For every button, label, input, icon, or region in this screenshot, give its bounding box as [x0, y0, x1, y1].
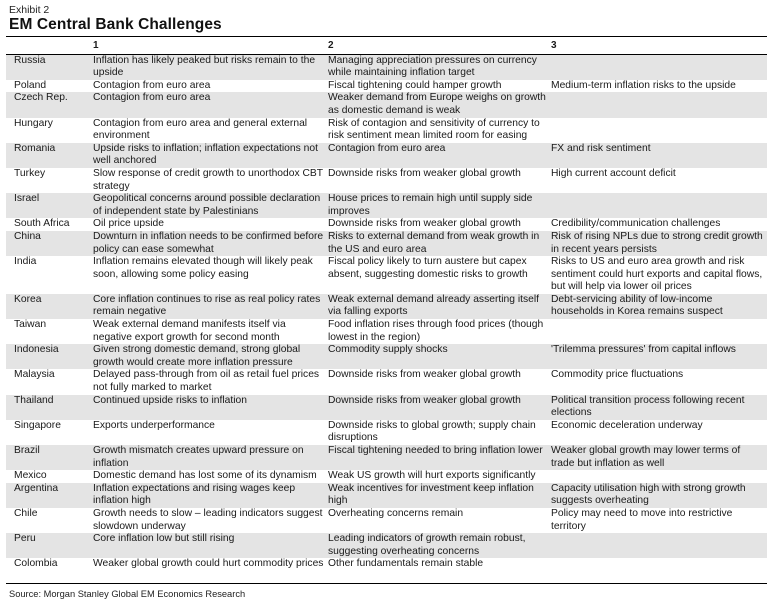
challenge-1-cell: Core inflation continues to rise as real policy rates remain negative [93, 294, 328, 319]
challenge-1-cell: Geopolitical concerns around possible declaration of independent state by Palestinians [93, 193, 328, 218]
country-cell: Romania [6, 143, 93, 168]
challenge-3-cell: Credibility/communication challenges [551, 218, 767, 231]
table-row [6, 445, 767, 470]
country-cell: Turkey [6, 168, 93, 193]
country-cell: Poland [6, 80, 93, 93]
challenge-2-cell: Commodity supply shocks [328, 344, 551, 369]
challenge-2-cell: Food inflation rises through food prices (though lowest in the region) [328, 319, 551, 344]
table-row [6, 395, 767, 420]
challenge-3-cell [551, 54, 767, 80]
table-body [6, 54, 767, 583]
challenge-2-cell: Risks to external demand from weak growth in the US and euro area [328, 231, 551, 256]
country-cell: Argentina [6, 483, 93, 508]
challenge-1-cell: Given strong domestic demand, strong global growth would create more inflation pressure [93, 344, 328, 369]
challenge-1-cell: Inflation has likely peaked but risks remain to the upside [93, 54, 328, 80]
table-row [6, 231, 767, 256]
challenge-3-cell [551, 319, 767, 344]
challenge-3-cell [551, 533, 767, 558]
challenge-3-cell: FX and risk sentiment [551, 143, 767, 168]
challenge-3-cell [551, 92, 767, 117]
table-row [6, 483, 767, 508]
challenge-2-cell: Other fundamentals remain stable [328, 558, 551, 583]
table-row [6, 470, 767, 483]
challenge-2-cell: Risk of contagion and sensitivity of currency to risk sentiment mean limited room for easing [328, 118, 551, 143]
challenge-3-cell [551, 118, 767, 143]
challenge-3-cell: Debt-servicing ability of low-income households in Korea remains suspect [551, 294, 767, 319]
challenge-3-cell: Risk of rising NPLs due to strong credit growth in recent years persists [551, 231, 767, 256]
challenge-2-cell: Weak incentives for investment keep inflation high [328, 483, 551, 508]
challenge-3-cell: Capacity utilisation high with strong growth suggests overheating [551, 483, 767, 508]
challenge-3-cell: 'Trilemma pressures' from capital inflows [551, 344, 767, 369]
header-col-2: 2 [328, 37, 551, 54]
challenge-3-cell [551, 193, 767, 218]
challenge-2-cell: House prices to remain high until supply side improves [328, 193, 551, 218]
challenge-1-cell: Continued upside risks to inflation [93, 395, 328, 420]
challenge-2-cell: Weak US growth will hurt exports significantly [328, 470, 551, 483]
challenge-2-cell: Fiscal tightening needed to bring inflation lower [328, 445, 551, 470]
table-row [6, 92, 767, 117]
table-row [6, 558, 767, 583]
exhibit-title: EM Central Bank Challenges [9, 16, 222, 33]
table-row [6, 218, 767, 231]
header-col-3: 3 [551, 37, 767, 54]
challenge-1-cell: Growth mismatch creates upward pressure on inflation [93, 445, 328, 470]
table-row [6, 80, 767, 93]
country-cell: South Africa [6, 218, 93, 231]
table-row [6, 256, 767, 294]
challenge-3-cell: High current account deficit [551, 168, 767, 193]
challenge-1-cell: Downturn in inflation needs to be confirmed before policy can ease somewhat [93, 231, 328, 256]
country-cell: Russia [6, 54, 93, 80]
table-row [6, 420, 767, 445]
table-row [6, 294, 767, 319]
source-note: Source: Morgan Stanley Global EM Economics Research [9, 589, 246, 599]
country-cell: Korea [6, 294, 93, 319]
challenge-1-cell: Exports underperformance [93, 420, 328, 445]
table-row [6, 319, 767, 344]
challenge-1-cell: Contagion from euro area [93, 92, 328, 117]
challenge-2-cell: Downside risks to global growth; supply chain disruptions [328, 420, 551, 445]
country-cell: Peru [6, 533, 93, 558]
challenge-2-cell: Downside risks from weaker global growth [328, 395, 551, 420]
table-row [6, 533, 767, 558]
challenge-1-cell: Core inflation low but still rising [93, 533, 328, 558]
challenge-2-cell: Managing appreciation pressures on currency while maintaining inflation target [328, 54, 551, 80]
country-cell: Thailand [6, 395, 93, 420]
challenge-3-cell: Risks to US and euro area growth and risk sentiment could hurt exports and capital flows, but will help via lower oil prices [551, 256, 767, 294]
challenge-1-cell: Inflation expectations and rising wages keep inflation high [93, 483, 328, 508]
country-cell: India [6, 256, 93, 294]
challenge-3-cell: Commodity price fluctuations [551, 369, 767, 394]
country-cell: Colombia [6, 558, 93, 583]
challenge-2-cell: Weaker demand from Europe weighs on growth as domestic demand is weak [328, 92, 551, 117]
country-cell: Hungary [6, 118, 93, 143]
challenge-2-cell: Downside risks from weaker global growth [328, 218, 551, 231]
challenges-table [6, 37, 767, 584]
challenge-3-cell: Weaker global growth may lower terms of trade but inflation as well [551, 445, 767, 470]
challenge-1-cell: Upside risks to inflation; inflation expectations not well anchored [93, 143, 328, 168]
challenge-1-cell: Domestic demand has lost some of its dynamism [93, 470, 328, 483]
country-cell: Chile [6, 508, 93, 533]
header-col-1: 1 [93, 37, 328, 54]
country-cell: Brazil [6, 445, 93, 470]
table-row [6, 118, 767, 143]
challenge-3-cell: Medium-term inflation risks to the upside [551, 80, 767, 93]
country-cell: Malaysia [6, 369, 93, 394]
challenge-3-cell [551, 470, 767, 483]
country-cell: Czech Rep. [6, 92, 93, 117]
challenge-1-cell: Growth needs to slow – leading indicators suggest slowdown underway [93, 508, 328, 533]
challenge-3-cell: Economic deceleration underway [551, 420, 767, 445]
challenge-2-cell: Contagion from euro area [328, 143, 551, 168]
challenge-2-cell: Weak external demand already asserting itself via falling exports [328, 294, 551, 319]
table-row [6, 54, 767, 80]
challenge-2-cell: Fiscal tightening could hamper growth [328, 80, 551, 93]
country-cell: Mexico [6, 470, 93, 483]
table-row [6, 193, 767, 218]
challenge-2-cell: Overheating concerns remain [328, 508, 551, 533]
country-cell: China [6, 231, 93, 256]
challenge-2-cell: Downside risks from weaker global growth [328, 168, 551, 193]
header-row [6, 37, 767, 54]
challenge-3-cell [551, 558, 767, 583]
challenge-1-cell: Contagion from euro area [93, 80, 328, 93]
challenge-1-cell: Contagion from euro area and general external environment [93, 118, 328, 143]
country-cell: Indonesia [6, 344, 93, 369]
challenge-2-cell: Leading indicators of growth remain robust, suggesting overheating concerns [328, 533, 551, 558]
challenge-3-cell: Policy may need to move into restrictive territory [551, 508, 767, 533]
table-row [6, 168, 767, 193]
challenge-2-cell: Downside risks from weaker global growth [328, 369, 551, 394]
challenges-table-container [6, 36, 767, 584]
challenge-3-cell: Political transition process following recent elections [551, 395, 767, 420]
challenge-1-cell: Oil price upside [93, 218, 328, 231]
challenge-1-cell: Weak external demand manifests itself via negative export growth for second month [93, 319, 328, 344]
challenge-1-cell: Inflation remains elevated though will likely peak soon, allowing some policy easing [93, 256, 328, 294]
table-row [6, 508, 767, 533]
country-cell: Israel [6, 193, 93, 218]
challenge-1-cell: Slow response of credit growth to unorthodox CBT strategy [93, 168, 328, 193]
challenge-1-cell: Delayed pass-through from oil as retail fuel prices not fully marked to market [93, 369, 328, 394]
exhibit-label: Exhibit 2 [9, 4, 50, 16]
country-cell: Taiwan [6, 319, 93, 344]
country-cell: Singapore [6, 420, 93, 445]
header-country [6, 37, 93, 54]
table-row [6, 143, 767, 168]
table-row [6, 344, 767, 369]
table-row [6, 369, 767, 394]
challenge-1-cell: Weaker global growth could hurt commodity prices [93, 558, 328, 583]
challenge-2-cell: Fiscal policy likely to turn austere but capex absent, suggesting domestic risks to growth [328, 256, 551, 294]
